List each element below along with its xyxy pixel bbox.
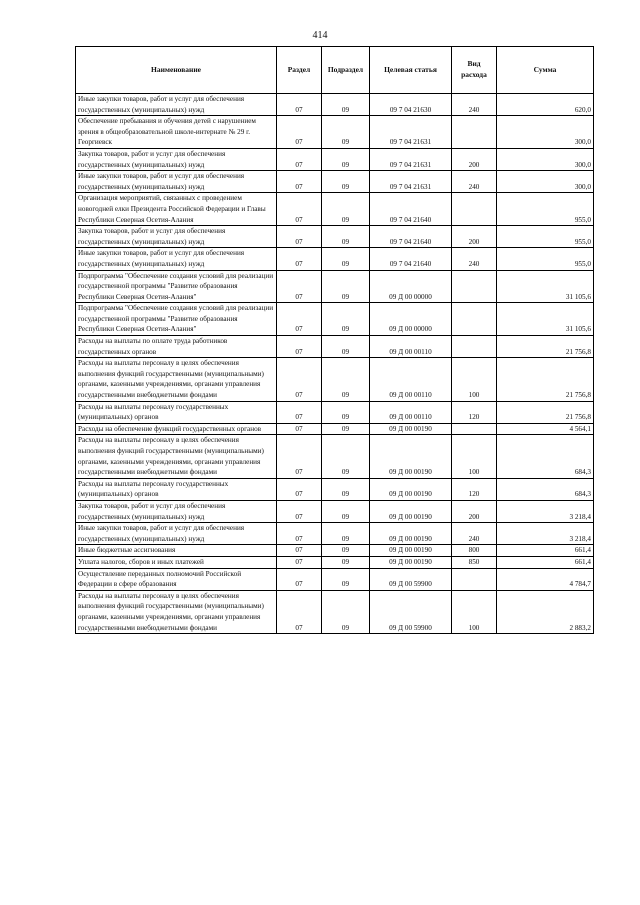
header-target-item: Целевая статья [370, 47, 452, 94]
row-amount: 21 756,8 [497, 401, 594, 423]
row-target-item: 09 7 04 21631 [370, 116, 452, 149]
row-section: 07 [277, 116, 322, 149]
table-row [76, 94, 594, 116]
header-section: Раздел [277, 47, 322, 94]
row-expense-type [452, 336, 497, 358]
row-name: Расходы на выплаты персоналу государственных (муниципальных) органов [76, 478, 277, 500]
row-name: Иные закупки товаров, работ и услуг для обеспечения государственных (муниципальных) нужд [76, 171, 277, 193]
row-amount: 955,0 [497, 248, 594, 270]
row-subsection: 09 [322, 478, 370, 500]
table-row [76, 193, 594, 226]
row-subsection: 09 [322, 401, 370, 423]
row-section: 07 [277, 523, 322, 545]
row-amount: 21 756,8 [497, 336, 594, 358]
row-section: 07 [277, 545, 322, 557]
row-subsection: 09 [322, 556, 370, 568]
row-amount: 955,0 [497, 193, 594, 226]
row-name: Расходы на обеспечение функций государственных органов [76, 423, 277, 435]
row-expense-type [452, 116, 497, 149]
row-subsection: 09 [322, 303, 370, 336]
row-target-item: 09 Д 00 59900 [370, 568, 452, 590]
row-expense-type: 240 [452, 523, 497, 545]
row-amount: 684,3 [497, 478, 594, 500]
row-target-item: 09 Д 00 00190 [370, 435, 452, 478]
row-target-item: 09 Д 00 00110 [370, 401, 452, 423]
table-row [76, 116, 594, 149]
row-expense-type [452, 423, 497, 435]
row-section: 07 [277, 568, 322, 590]
header-subsection: Подраздел [322, 47, 370, 94]
row-subsection: 09 [322, 500, 370, 522]
row-subsection: 09 [322, 568, 370, 590]
row-section: 07 [277, 94, 322, 116]
table-row [76, 401, 594, 423]
header-name: Наименование [76, 47, 277, 94]
row-section: 07 [277, 226, 322, 248]
row-amount: 300,0 [497, 116, 594, 149]
row-name: Иные закупки товаров, работ и услуг для обеспечения государственных (муниципальных) нужд [76, 248, 277, 270]
row-section: 07 [277, 148, 322, 170]
row-subsection: 09 [322, 94, 370, 116]
row-name: Расходы на выплаты по оплате труда работников государственных органов [76, 336, 277, 358]
row-target-item: 09 Д 00 00110 [370, 358, 452, 401]
row-name: Осуществление переданных полномочий Российской Федерации в сфере образования [76, 568, 277, 590]
row-name: Организация мероприятий, связанных с проведением новогодней елки Президента Российской Федерации и Главы Республики Северная Осетия-Алания [76, 193, 277, 226]
row-expense-type: 240 [452, 94, 497, 116]
row-name: Закупка товаров, работ и услуг для обеспечения государственных (муниципальных) нужд [76, 500, 277, 522]
row-subsection: 09 [322, 193, 370, 226]
table-row [76, 248, 594, 270]
row-target-item: 09 Д 00 00190 [370, 556, 452, 568]
row-subsection: 09 [322, 423, 370, 435]
table-row [76, 303, 594, 336]
table-row [76, 545, 594, 557]
row-subsection: 09 [322, 171, 370, 193]
row-section: 07 [277, 590, 322, 633]
row-subsection: 09 [322, 590, 370, 633]
table-row [76, 500, 594, 522]
row-expense-type: 800 [452, 545, 497, 557]
row-amount: 4 784,7 [497, 568, 594, 590]
row-subsection: 09 [322, 435, 370, 478]
table-header-row [76, 47, 594, 94]
row-expense-type: 120 [452, 401, 497, 423]
row-target-item: 09 Д 00 00190 [370, 478, 452, 500]
row-name: Подпрограмма "Обеспечение создания условий для реализации государственной программы "Развитие образования Республики Северная Осетия-Алания" [76, 270, 277, 303]
row-subsection: 09 [322, 148, 370, 170]
header-expense-type: Вид расхода [452, 47, 497, 94]
row-name: Подпрограмма "Обеспечение создания условий для реализации государственной программы "Развитие образования Республики Северная Осетия-Алания" [76, 303, 277, 336]
row-section: 07 [277, 556, 322, 568]
row-expense-type: 240 [452, 248, 497, 270]
row-section: 07 [277, 435, 322, 478]
row-expense-type: 200 [452, 148, 497, 170]
row-expense-type: 100 [452, 590, 497, 633]
row-amount: 2 883,2 [497, 590, 594, 633]
row-section: 07 [277, 423, 322, 435]
row-subsection: 09 [322, 523, 370, 545]
row-subsection: 09 [322, 336, 370, 358]
row-subsection: 09 [322, 116, 370, 149]
row-expense-type [452, 193, 497, 226]
row-target-item: 09 Д 00 00190 [370, 545, 452, 557]
table-row [76, 226, 594, 248]
row-section: 07 [277, 303, 322, 336]
row-expense-type: 100 [452, 358, 497, 401]
row-target-item: 09 Д 00 00190 [370, 523, 452, 545]
row-section: 07 [277, 358, 322, 401]
row-target-item: 09 7 04 21640 [370, 248, 452, 270]
row-name: Иные закупки товаров, работ и услуг для обеспечения государственных (муниципальных) нужд [76, 523, 277, 545]
row-target-item: 09 7 04 21630 [370, 94, 452, 116]
row-target-item: 09 7 04 21631 [370, 148, 452, 170]
table-row [76, 523, 594, 545]
row-section: 07 [277, 336, 322, 358]
row-amount: 31 105,6 [497, 270, 594, 303]
table-row [76, 336, 594, 358]
row-amount: 620,0 [497, 94, 594, 116]
row-section: 07 [277, 401, 322, 423]
row-name: Расходы на выплаты персоналу в целях обеспечения выполнения функций государственными (муниципальными) органами, казенными учреждениями, органами управления государственными внебюджетными фондами [76, 435, 277, 478]
table-row [76, 568, 594, 590]
row-subsection: 09 [322, 545, 370, 557]
header-amount: Сумма [497, 47, 594, 94]
row-target-item: 09 Д 00 00000 [370, 303, 452, 336]
row-name: Уплата налогов, сборов и иных платежей [76, 556, 277, 568]
row-section: 07 [277, 478, 322, 500]
row-target-item: 09 Д 00 59900 [370, 590, 452, 633]
row-amount: 684,3 [497, 435, 594, 478]
row-name: Расходы на выплаты персоналу государственных (муниципальных) органов [76, 401, 277, 423]
table-row [76, 423, 594, 435]
row-section: 07 [277, 270, 322, 303]
row-amount: 300,0 [497, 148, 594, 170]
row-name: Обеспечение пребывания и обучения детей с нарушением зрения в общеобразовательной школе-интернате № 29 г. Георгиевск [76, 116, 277, 149]
page-number: 414 [312, 30, 328, 41]
row-subsection: 09 [322, 270, 370, 303]
row-name: Закупка товаров, работ и услуг для обеспечения государственных (муниципальных) нужд [76, 226, 277, 248]
row-target-item: 09 Д 00 00110 [370, 336, 452, 358]
table-row [76, 358, 594, 401]
row-expense-type: 120 [452, 478, 497, 500]
budget-table [75, 46, 594, 634]
table-row [76, 590, 594, 633]
row-section: 07 [277, 193, 322, 226]
row-amount: 661,4 [497, 545, 594, 557]
row-expense-type: 100 [452, 435, 497, 478]
row-name: Иные закупки товаров, работ и услуг для обеспечения государственных (муниципальных) нужд [76, 94, 277, 116]
row-target-item: 09 7 04 21640 [370, 226, 452, 248]
row-section: 07 [277, 171, 322, 193]
row-expense-type [452, 270, 497, 303]
table-row [76, 148, 594, 170]
row-expense-type: 240 [452, 171, 497, 193]
row-section: 07 [277, 500, 322, 522]
row-subsection: 09 [322, 358, 370, 401]
row-subsection: 09 [322, 226, 370, 248]
row-name: Иные бюджетные ассигнования [76, 545, 277, 557]
row-name: Расходы на выплаты персоналу в целях обеспечения выполнения функций государственными (муниципальными) органами, казенными учреждениями, органами управления государственными внебюджетными фондами [76, 590, 277, 633]
table-row [76, 270, 594, 303]
row-target-item: 09 Д 00 00000 [370, 270, 452, 303]
row-section: 07 [277, 248, 322, 270]
row-expense-type: 200 [452, 500, 497, 522]
row-amount: 3 218,4 [497, 500, 594, 522]
table-row [76, 435, 594, 478]
row-amount: 3 218,4 [497, 523, 594, 545]
row-expense-type: 850 [452, 556, 497, 568]
row-target-item: 09 7 04 21640 [370, 193, 452, 226]
row-expense-type [452, 568, 497, 590]
table-row [76, 556, 594, 568]
row-name: Расходы на выплаты персоналу в целях обеспечения выполнения функций государственными (муниципальными) органами, казенными учреждениями, органами управления государственными внебюджетными фондами [76, 358, 277, 401]
table-row [76, 171, 594, 193]
row-amount: 21 756,8 [497, 358, 594, 401]
row-name: Закупка товаров, работ и услуг для обеспечения государственных (муниципальных) нужд [76, 148, 277, 170]
row-expense-type: 200 [452, 226, 497, 248]
row-amount: 661,4 [497, 556, 594, 568]
row-subsection: 09 [322, 248, 370, 270]
table-row [76, 478, 594, 500]
row-target-item: 09 7 04 21631 [370, 171, 452, 193]
row-amount: 4 564,1 [497, 423, 594, 435]
row-expense-type [452, 303, 497, 336]
row-amount: 300,0 [497, 171, 594, 193]
row-amount: 955,0 [497, 226, 594, 248]
row-target-item: 09 Д 00 00190 [370, 423, 452, 435]
row-amount: 31 105,6 [497, 303, 594, 336]
row-target-item: 09 Д 00 00190 [370, 500, 452, 522]
